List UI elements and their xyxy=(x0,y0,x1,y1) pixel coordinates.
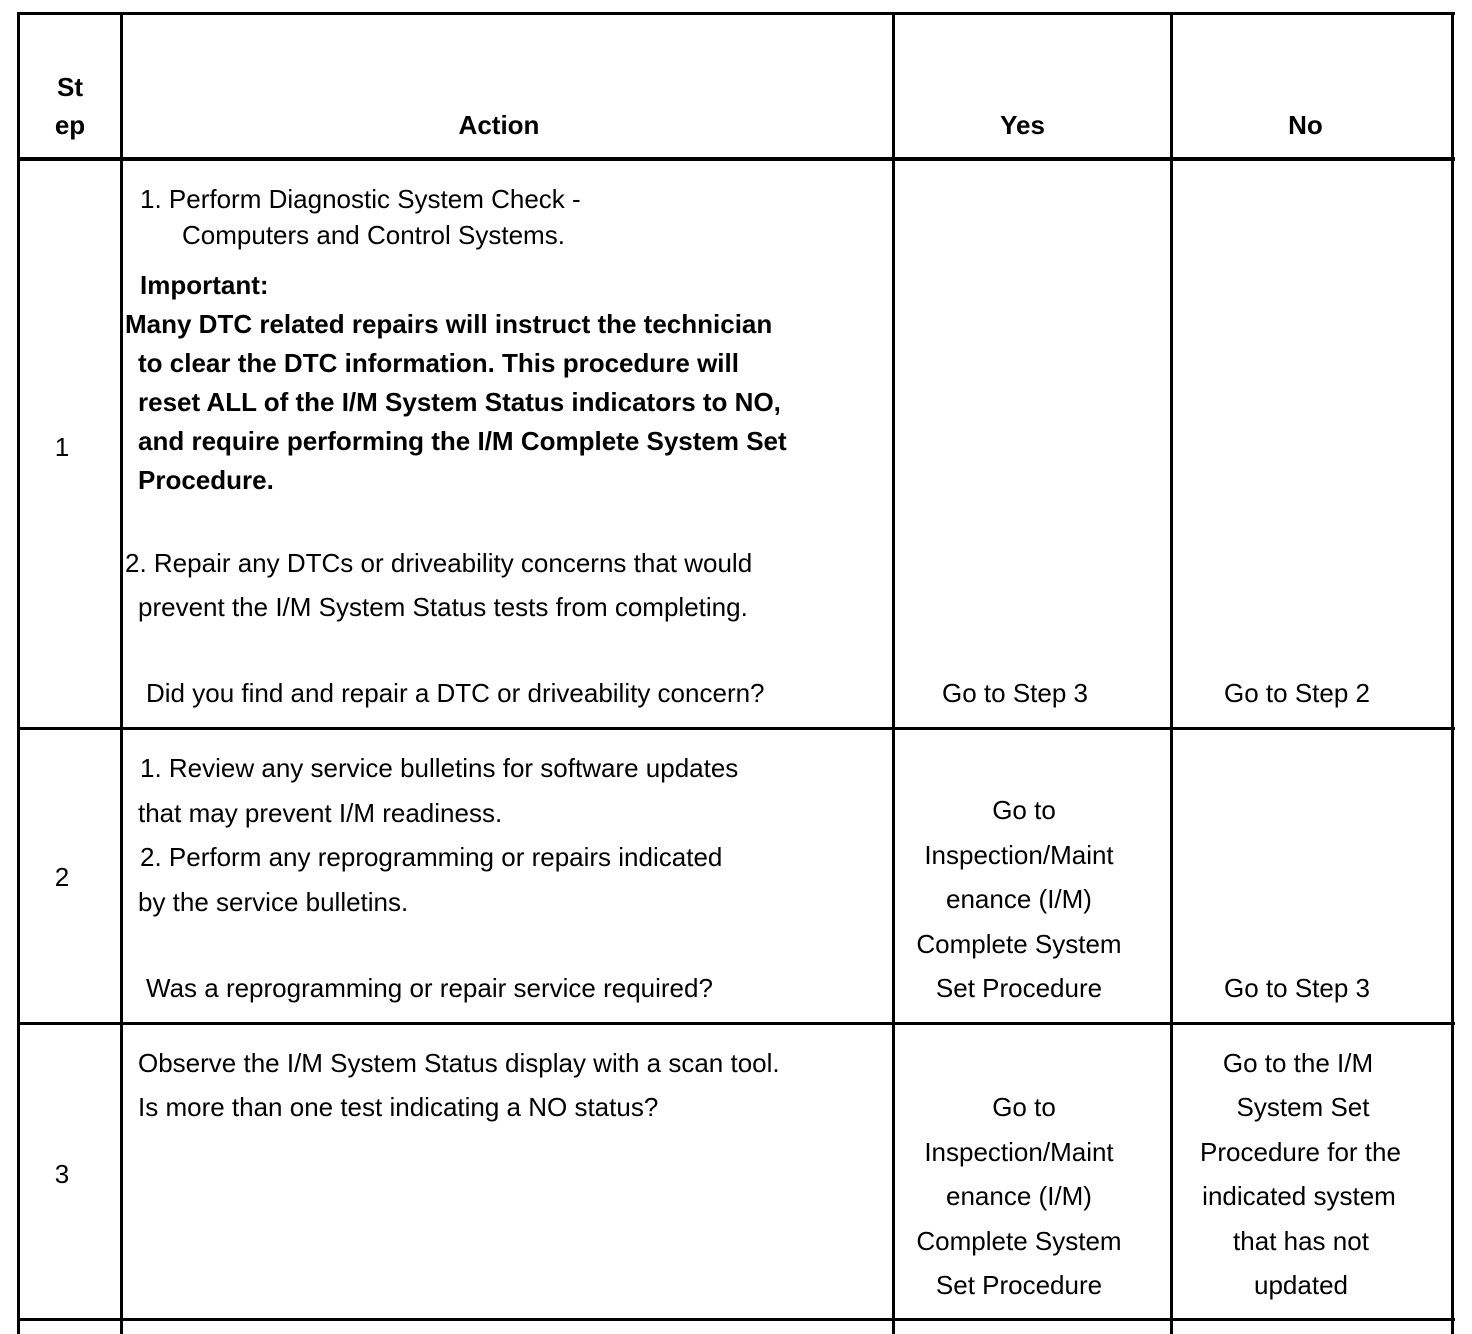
row2-yes-line4: Complete System xyxy=(916,929,1122,959)
row3-step: 3 xyxy=(54,1159,70,1189)
row2-question: Was a reprogramming or repair service required? xyxy=(146,973,713,1003)
row1-step: 1 xyxy=(54,432,70,462)
row2-no: Go to Step 3 xyxy=(1224,973,1370,1003)
row3-yes-line2: Inspection/Maint xyxy=(924,1137,1114,1167)
table-right-border xyxy=(1451,12,1454,1334)
table-left-border xyxy=(17,12,20,1334)
row1-question: Did you find and repair a DTC or driveability concern? xyxy=(146,678,765,708)
row2-yes-line5: Set Procedure xyxy=(935,973,1103,1003)
row3-bottom-border xyxy=(17,1318,1455,1321)
row1-yes: Go to Step 3 xyxy=(942,678,1088,708)
row2-action-line4: by the service bulletins. xyxy=(138,887,409,917)
row1-item1-line2: Computers and Control Systems. xyxy=(182,220,565,250)
header-action: Action xyxy=(458,110,540,140)
table-top-border xyxy=(17,12,1455,15)
row2-action-line1: 1. Review any service bulletins for software updates xyxy=(140,753,739,783)
row1-important-line4: and require performing the I/M Complete System Set xyxy=(138,426,787,456)
row1-important-line3: reset ALL of the I/M System Status indicators to NO, xyxy=(138,387,781,417)
step-column-divider xyxy=(120,12,123,1334)
row3-no-line3: Procedure for the xyxy=(1200,1137,1401,1167)
header-step-line2: ep xyxy=(54,110,86,140)
header-bottom-border xyxy=(17,157,1455,161)
row1-bottom-border xyxy=(17,727,1455,730)
yes-column-divider xyxy=(1170,12,1173,1334)
row2-bottom-border xyxy=(17,1022,1455,1025)
row1-important-label: Important: xyxy=(140,270,269,300)
row3-yes-line1: Go to xyxy=(992,1092,1056,1122)
row3-no-line4: indicated system xyxy=(1202,1181,1396,1211)
row3-yes-line5: Set Procedure xyxy=(935,1270,1103,1300)
header-step-line1: St xyxy=(57,72,83,102)
row3-action-line2: Is more than one test indicating a NO status? xyxy=(138,1092,659,1122)
row1-item1-line1: 1. Perform Diagnostic System Check - xyxy=(140,184,581,214)
row2-yes-line3: enance (I/M) xyxy=(946,884,1092,914)
row1-important-line5: Procedure. xyxy=(138,465,274,495)
header-no: No xyxy=(1288,110,1323,140)
row3-no-line6: updated xyxy=(1254,1270,1348,1300)
row3-yes-line4: Complete System xyxy=(916,1226,1122,1256)
row3-yes-line3: enance (I/M) xyxy=(946,1181,1092,1211)
header-yes: Yes xyxy=(1000,110,1045,140)
row3-action-line1: Observe the I/M System Status display with a scan tool. xyxy=(138,1048,780,1078)
row1-important-line2: to clear the DTC information. This procedure will xyxy=(138,348,739,378)
row2-step: 2 xyxy=(54,862,70,892)
action-column-divider xyxy=(892,12,895,1334)
row1-item2-line2: prevent the I/M System Status tests from completing. xyxy=(138,592,748,622)
row2-yes-line2: Inspection/Maint xyxy=(924,840,1114,870)
row2-yes-line1: Go to xyxy=(992,795,1056,825)
row3-no-line5: that has not xyxy=(1233,1226,1369,1256)
row2-action-line2: that may prevent I/M readiness. xyxy=(138,798,503,828)
row3-no-line2: System Set xyxy=(1236,1092,1370,1122)
row2-action-line3: 2. Perform any reprogramming or repairs indicated xyxy=(140,842,723,872)
row1-item2-line1: 2. Repair any DTCs or driveability concerns that would xyxy=(125,548,753,578)
row1-important-line1: Many DTC related repairs will instruct the technician xyxy=(125,309,773,339)
row3-no-line1: Go to the I/M xyxy=(1222,1048,1374,1078)
row1-no: Go to Step 2 xyxy=(1224,678,1370,708)
